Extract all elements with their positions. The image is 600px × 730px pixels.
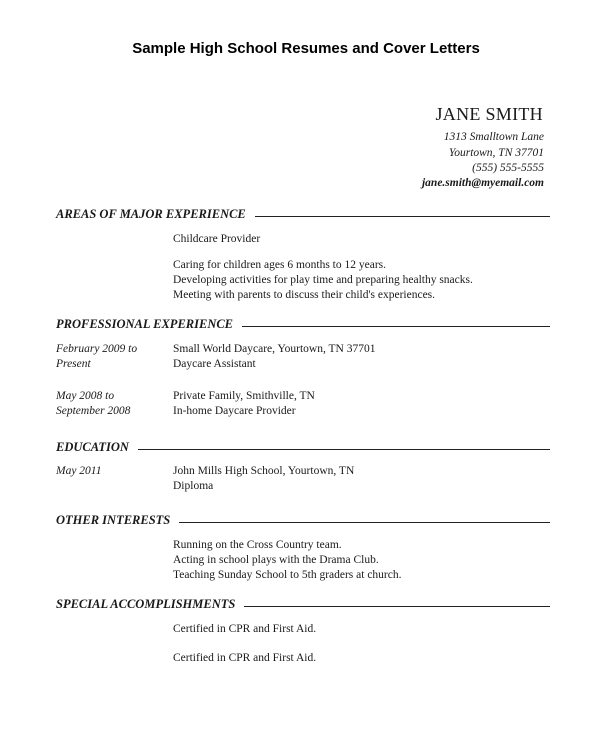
section-heading xyxy=(56,439,550,455)
role-title: Childcare Provider xyxy=(173,233,261,245)
list-item: Acting in school plays with the Drama Club. xyxy=(173,554,379,566)
job-employer: Private Family, Smithville, TN xyxy=(173,390,315,402)
email-address: jane.smith@myemail.com xyxy=(421,177,544,189)
graduation-date: May 2011 xyxy=(56,465,102,477)
list-item: Developing activities for play time and preparing healthy snacks. xyxy=(173,274,473,286)
section-title: OTHER INTERESTS xyxy=(56,512,171,527)
list-item: Teaching Sunday School to 5th graders at church. xyxy=(173,569,402,581)
job-date-end: September 2008 xyxy=(56,405,131,417)
section-title: SPECIAL ACCOMPLISHMENTS xyxy=(56,596,236,611)
list-item: Certified in CPR and First Aid. xyxy=(173,623,317,635)
section-divider xyxy=(242,326,550,327)
list-item: Certified in CPR and First Aid. xyxy=(173,652,317,664)
job-date-start: May 2008 to xyxy=(56,390,115,402)
job-date-end: Present xyxy=(56,358,91,370)
section-divider xyxy=(255,216,550,217)
section-heading xyxy=(56,206,550,222)
address-street: 1313 Smalltown Lane xyxy=(443,131,544,143)
school-name: John Mills High School, Yourtown, TN xyxy=(173,465,355,477)
list-item: Running on the Cross Country team. xyxy=(173,539,342,551)
section-title: AREAS OF MAJOR EXPERIENCE xyxy=(56,206,246,221)
section-divider xyxy=(179,522,550,523)
section-title: PROFESSIONAL EXPERIENCE xyxy=(56,316,234,331)
address-city: Yourtown, TN 37701 xyxy=(448,147,544,159)
phone-number: (555) 555-5555 xyxy=(472,162,544,174)
list-item: Meeting with parents to discuss their child's experiences. xyxy=(173,289,436,301)
section-heading xyxy=(56,316,550,332)
job-employer: Small World Daycare, Yourtown, TN 37701 xyxy=(173,343,376,355)
list-item: Caring for children ages 6 months to 12 years. xyxy=(173,259,387,271)
job-position: Daycare Assistant xyxy=(173,358,256,370)
applicant-name: JANE SMITH xyxy=(435,104,543,124)
job-date-start: February 2009 to xyxy=(56,343,138,355)
section-heading xyxy=(56,596,550,612)
section-divider xyxy=(244,606,550,607)
job-position: In-home Daycare Provider xyxy=(173,405,296,417)
section-heading xyxy=(56,512,550,528)
page-title: Sample High School Resumes and Cover Letters xyxy=(132,40,480,57)
section-title: EDUCATION xyxy=(56,439,129,454)
section-divider xyxy=(138,449,550,450)
degree: Diploma xyxy=(173,480,214,492)
